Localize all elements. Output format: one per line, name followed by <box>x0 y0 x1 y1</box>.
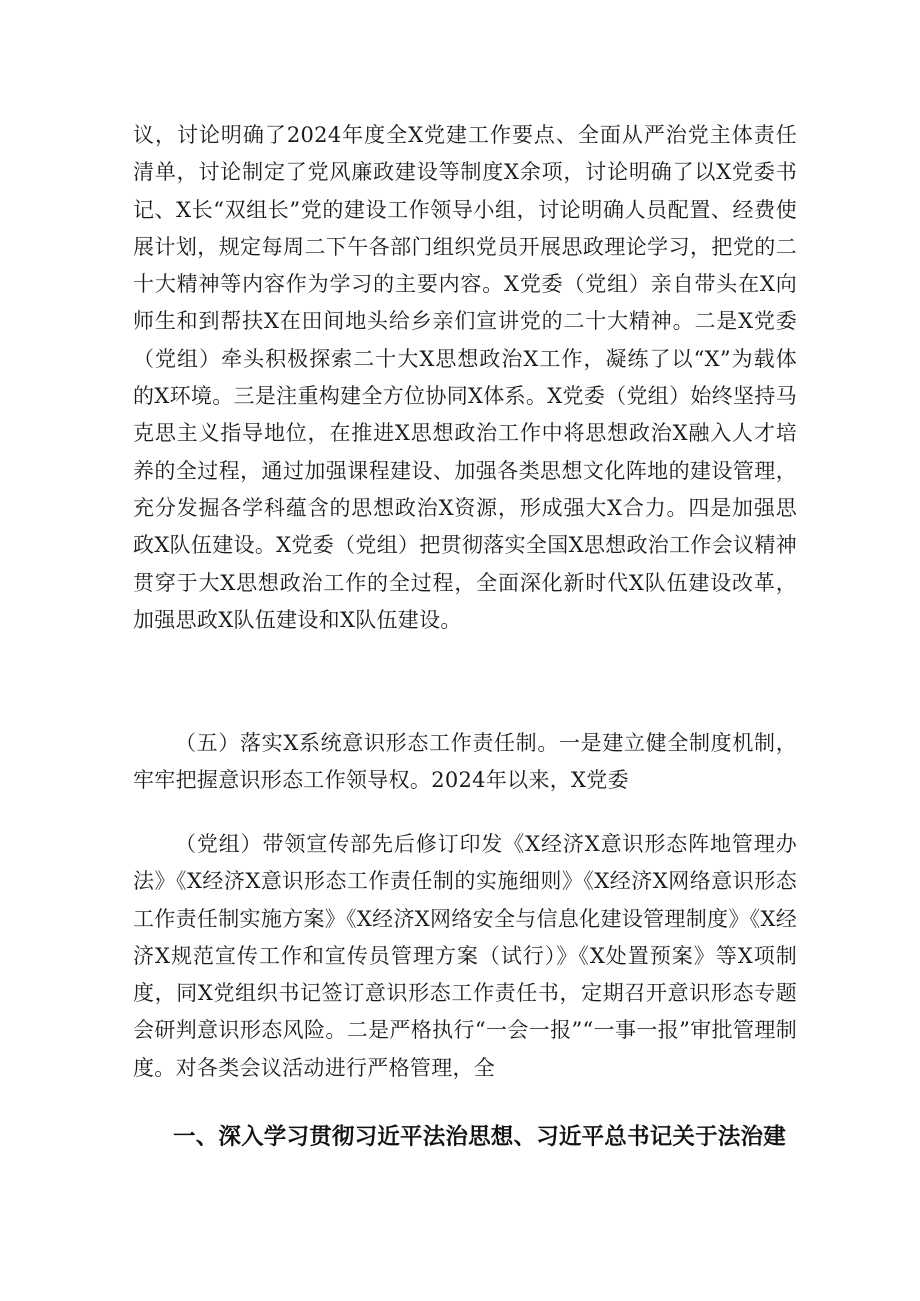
body-paragraph-regulations: （党组）带领宣传部先后修订印发《X经济X意识形态阵地管理办法》《X经济X意识形态工作责任制的实施细则》《X经济X网络意识形态工作责任制实施方案》《X经济X网络安全与信息化建设管理制度》《X经济X规范宣传工作和宣传员管理方案（试行）》《X处置预案》等X项制度，同X党组织书记签订意识形态工作责任书，定期召开意识形态专题会研判意识形态风险。二是严格执行“一会一报”“一事一报”审批管理制度。对各类会议活动进行严格管理，全 <box>133 832 797 1080</box>
section-heading: 一、深入学习贯彻习近平法治思想、习近平总书记关于法治建 <box>173 1124 786 1150</box>
body-paragraph-party-building: 议，讨论明确了2024年度全X党建工作要点、全面从严治党主体责任清单，讨论制定了党风廉政建设等制度X余项，讨论明确了以X党委书记、X长“双组长”党的建设工作领导小组，讨论明确人员配置、经费使展计划，规定每周二下午各部门组织党员开展思政理论学习，把党的二十大精神等内容作为学习的主要内容。X党委（党组）亲自带头在X向师生和到帮扶X在田间地头给乡亲们宣讲党的二十大精神。二是X党委（党组）牵头积极探索二十大X思想政治X工作，凝练了以“X”为载体的X环境。三是注重构建全方位协同X体系。X党委（党组）始终坚持马克思主义指导地位，在推进X思想政治工作中将思想政治X融入人才培养的全过程，通过加强课程建设、加强各类思想文化阵地的建设管理，充分发掘各学科蕴含的思想政治X资源，形成强大X合力。四是加强思政X队伍建设。X党委（党组）把贯彻落实全国X思想政治工作会议精神贯穿于大X思想政治工作的全过程，全面深化新时代X队伍建设改革，加强思政X队伍建设和X队伍建设。 <box>133 123 797 632</box>
body-paragraph-ideology-responsibility: （五）落实X系统意识形态工作责任制。一是建立健全制度机制，牢牢把握意识形态工作领导权。2024年以来，X党委 <box>133 731 797 793</box>
